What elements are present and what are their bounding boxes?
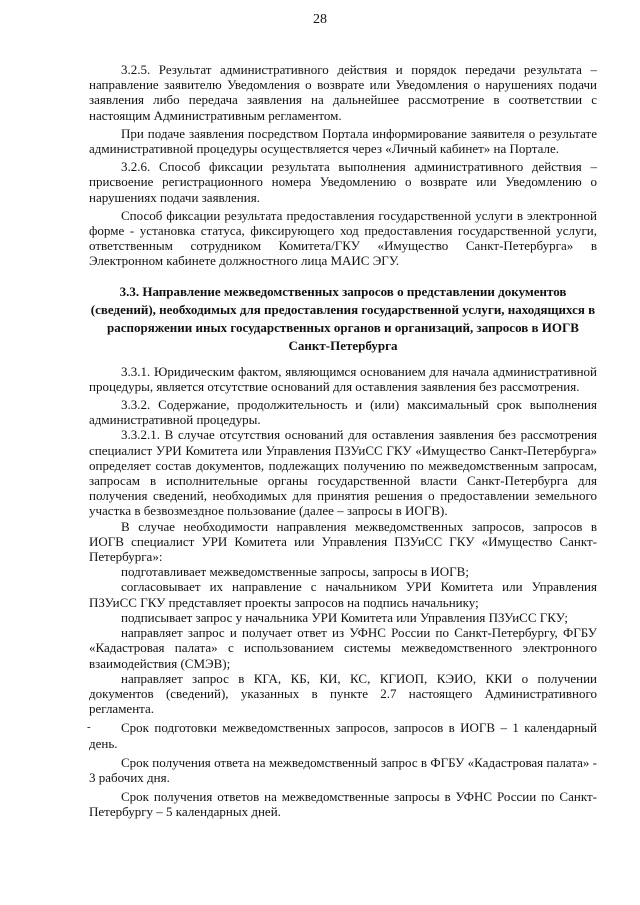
paragraph-portal-info: При подаче заявления посредством Портала информирование заявителя о результате административной процедуры осуществляется через «Личный кабинет» на Портале.: [89, 125, 597, 157]
list-item-sends-smev: направляет запрос и получает ответ из УФНС России по Санкт-Петербургу, ФГБУ «Кадастровая палата» с использованием системы межведомственного электронного взаимодействия (СМЭВ);: [89, 625, 597, 671]
paragraph-3-2-5: 3.2.5. Результат административного действия и порядок передачи результата – направление заявителю Уведомления о возврате или Уведомления о нарушениях подачи заявления либо передача заявления на дальнейшее рассмотрение в соответствии с настоящим Административным регламентом.: [89, 62, 597, 123]
margin-mark: -: [87, 721, 91, 734]
paragraph-necessity: В случае необходимости направления межведомственных запросов, запросов в ИОГВ специалист УРИ Комитета или Управления ПЗУиСС ГКУ «Имущество Санкт-Петербурга»:: [89, 518, 597, 565]
paragraph-term-ufns: Срок получения ответов на межведомственные запросы в УФНС России по Санкт-Петербургу – 5 календарных дней.: [89, 789, 597, 820]
section-heading-3-3: 3.3. Направление межведомственных запросов о представлении документов (сведений), необходимых для предоставления государственной услуги, находящихся в распоряжении иных государственных органов и организаций, запросов в ИОГВ Санкт-Петербурга: [90, 283, 596, 353]
list-item-signs: подписывает запрос у начальника УРИ Комитета или Управления ПЗУиСС ГКУ;: [121, 609, 569, 625]
list-item-prepares: подготавливает межведомственные запросы, запросы в ИОГВ;: [121, 564, 469, 580]
page-number: 28: [313, 12, 327, 27]
list-item-sends-committees: направляет запрос в КГА, КБ, КИ, КС, КГИОП, КЭИО, ККИ о получении документов (сведений), указанных в пункте 2.7 настоящего Административного регламента.: [89, 670, 597, 717]
paragraph-term-cadastral: Срок получения ответа на межведомственный запрос в ФГБУ «Кадастровая палата» - 3 рабочих дня.: [89, 754, 597, 785]
document-body: [89, 62, 597, 823]
paragraph-electronic-fixation: Способ фиксации результата предоставления государственной услуги в электронной форме - установка статуса, фиксирующего ход предоставления государственной услуги, ответственным сотрудником Комитета/ГКУ «Имущество Санкт-Петербурга» в Электронном кабинете должностного лица МАИС ЭГУ.: [89, 207, 597, 269]
paragraph-3-3-2-1: 3.3.2.1. В случае отсутствия оснований для оставления заявления без рассмотрения специалист УРИ Комитета или Управления ПЗУиСС ГКУ «Имущество Санкт-Петербурга» определяет состав документов, подлежащих получению по межведомственным запросам, запросам в исполнительные органы государственной власти Санкт-Петербурга для получения сведений, необходимых для принятия решения о предоставлении земельного участка в безвозмездное пользование (далее – запросы в ИОГВ).: [89, 427, 597, 519]
paragraph-3-3-2: 3.3.2. Содержание, продолжительность и (или) максимальный срок выполнения административной процедуры.: [89, 397, 597, 428]
list-item-agrees: согласовывает их направление с начальником УРИ Комитета или Управления ПЗУиСС ГКУ представляет проекты запросов на подпись начальнику;: [89, 579, 597, 610]
paragraph-3-3-1: 3.3.1. Юридическим фактом, являющимся основанием для начала административной процедуры, является отсутствие оснований для оставления заявления без рассмотрения.: [89, 363, 597, 394]
paragraph-3-2-6: 3.2.6. Способ фиксации результата выполнения административного действия – присвоение регистрационного номера Уведомлению о возврате или Уведомлению о нарушениях подачи заявления.: [89, 159, 597, 205]
paragraph-term-preparation: Срок подготовки межведомственных запросов, запросов в ИОГВ – 1 календарный день.: [89, 720, 597, 751]
